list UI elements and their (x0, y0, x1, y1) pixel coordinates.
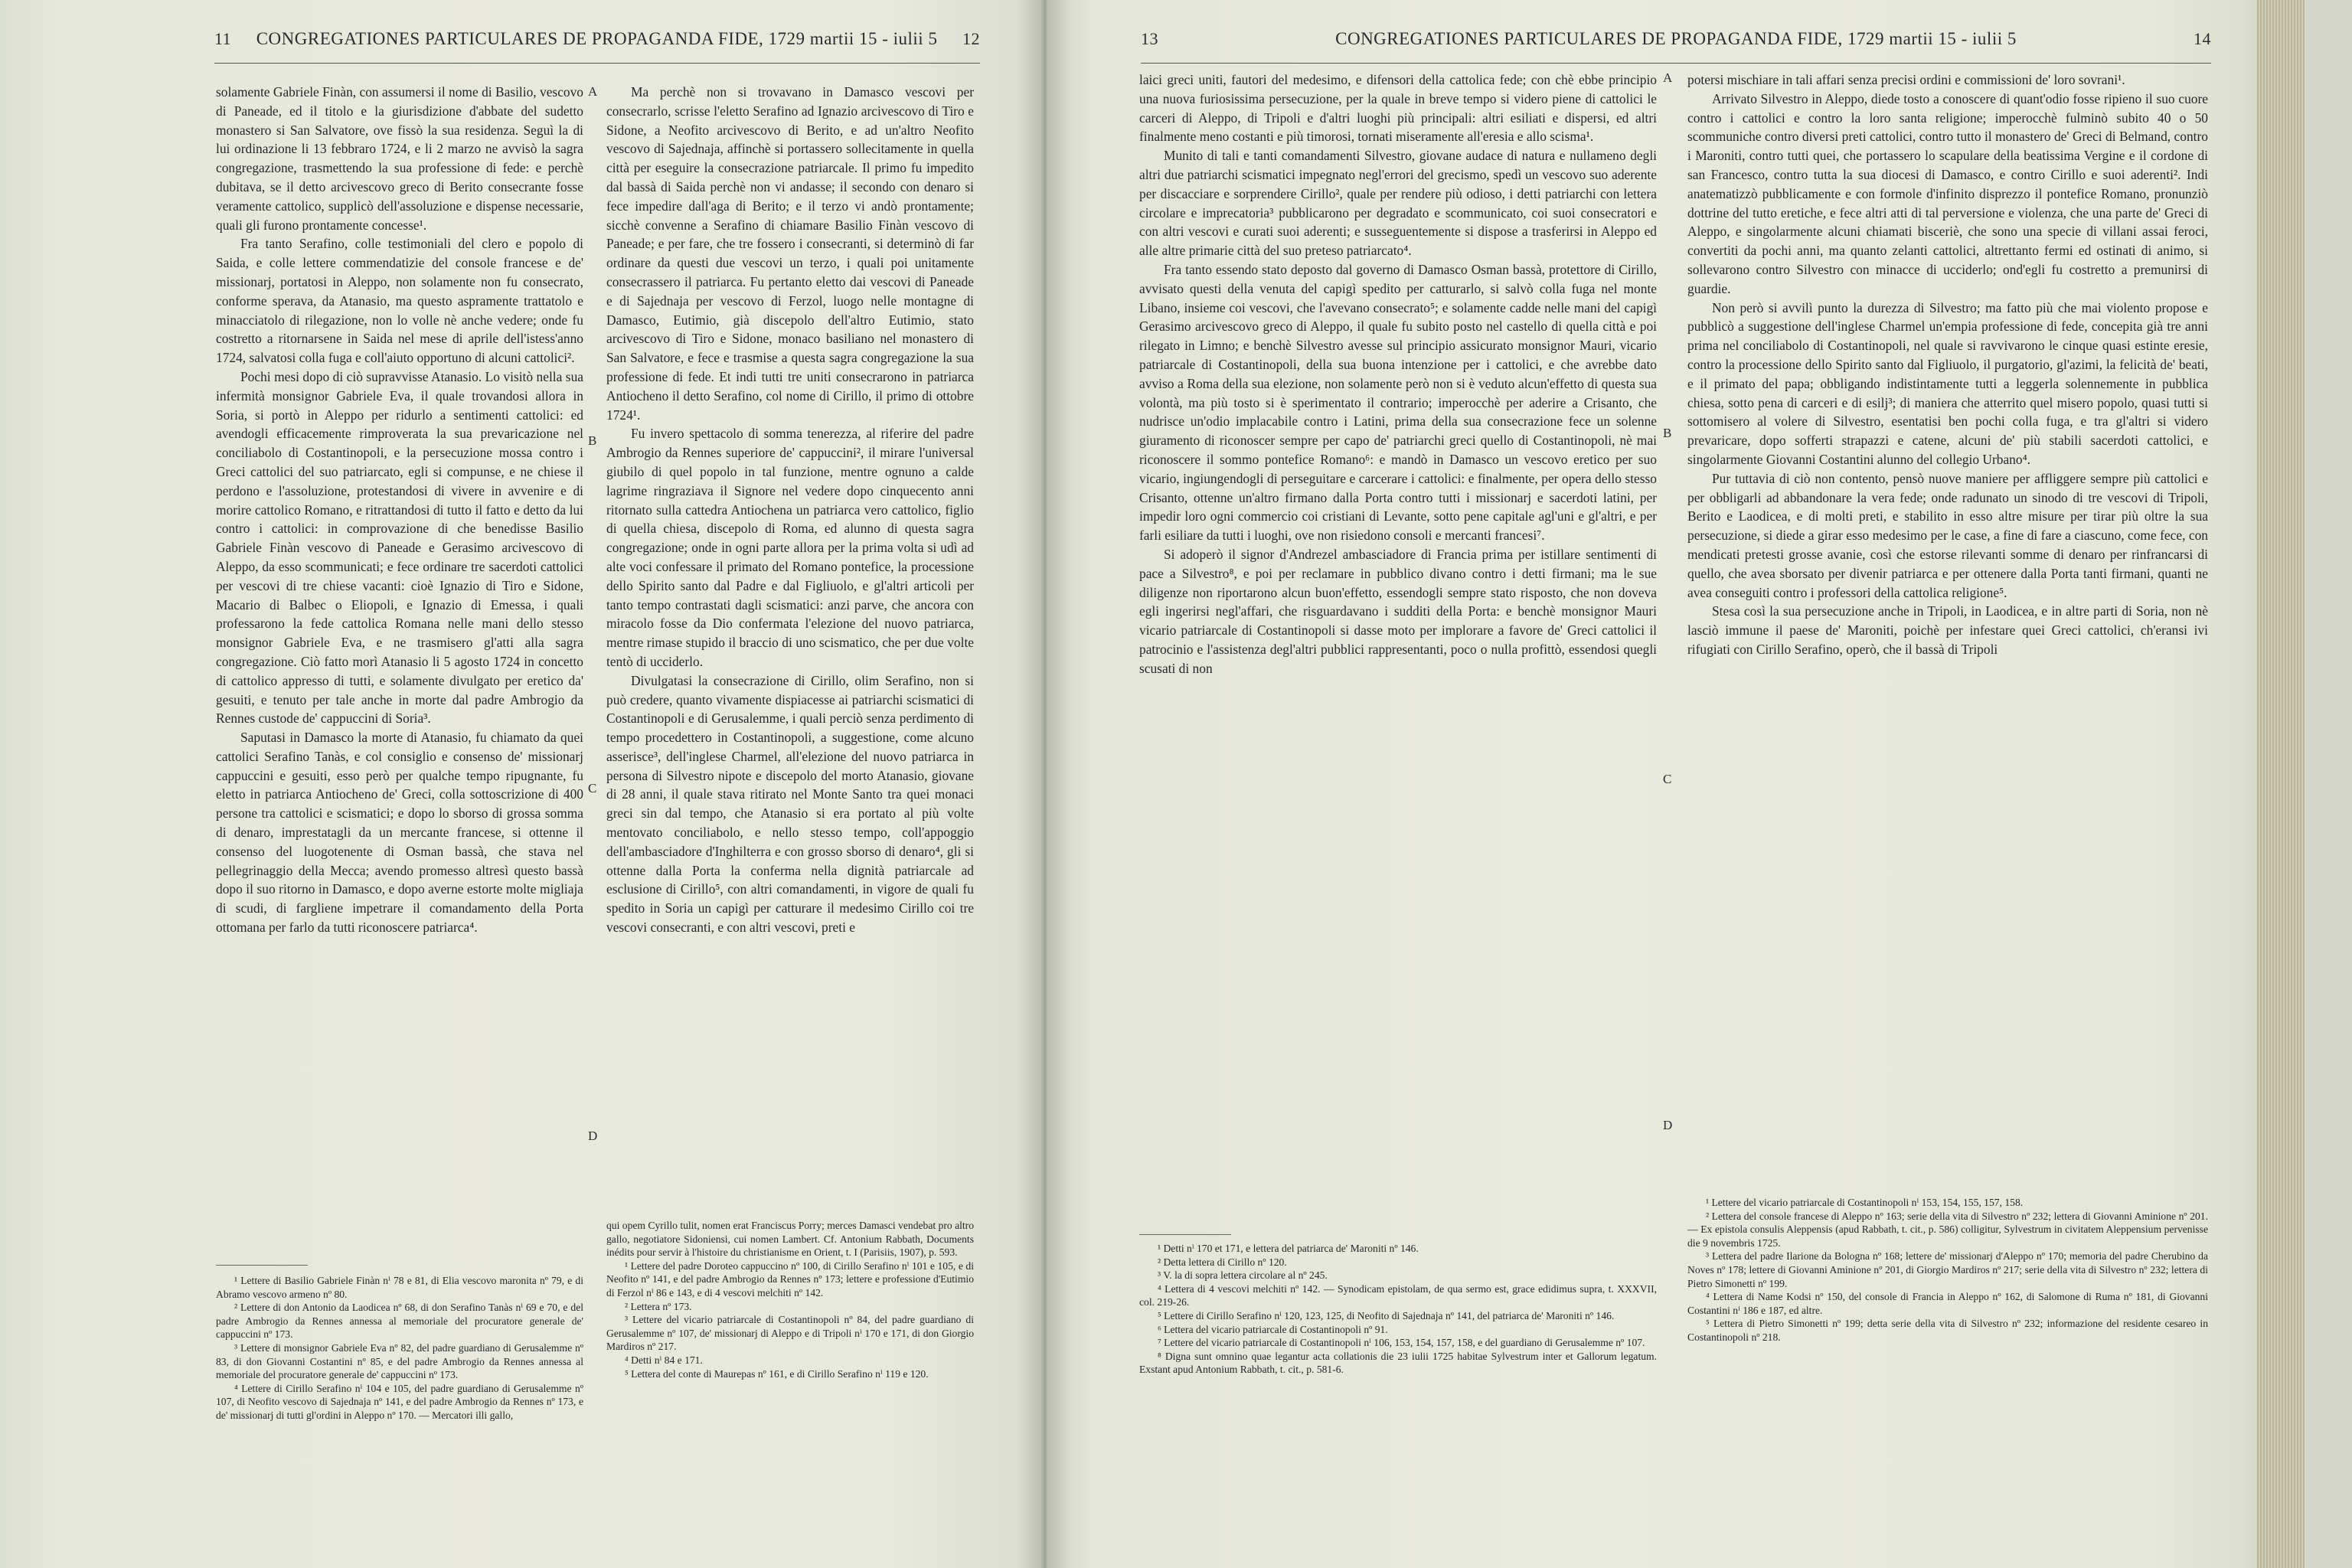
right-footnote-rule (1139, 1234, 1231, 1235)
margin-letter-a: A (1663, 70, 1673, 85)
paragraph: Stesa così la sua persecuzione anche in Tripoli, in Laodicea, e in altre parti di Soria, non nè lasciò immune il paese de' Maroniti, poichè per infestare quei Greci cattolici, ch'eransi ivi rifugiati con Cirillo Serafino, operò, che il bassà di Tripoli (1687, 603, 2208, 657)
footnote: ¹ Lettere del vicario patriarcale di Costantinopoli nⁱ 153, 154, 155, 157, 158. (1706, 1197, 2024, 1208)
footnote: ³ V. la di sopra lettera circolare al nº 245. (1158, 1269, 1328, 1282)
right-column-2 (1687, 70, 2208, 659)
left-footnote-rule (216, 1265, 308, 1266)
paragraph: Saputasi in Damasco la morte di Atanasio, fu chiamato da quei cattolici Serafino Tanàs, e col consiglio e consenso de' missionarj cappuccini e gesuiti, esso però per qualche tempo ripugnante, fu eletto in patriarca Antiocheno de' Greci, colla sottoscrizione di 400 persone tra cattolici e scismatici; e dopo lo sborso di grossa somma di denaro, imprestatagli da un mercante francese, si ottenne il consenso del luogotenente di Osman bassà, che stava nel pellegrinaggio della Mecca; avendo promesso altresì questo bassà dopo il suo ritorno in Damasco, e dopo averne estorte molte migliaja di scudi, di fargliene impetrare il comandamento della Porta ottomana per farlo da tutti riconoscere patriarca⁴. (216, 730, 583, 936)
margin-letter-d: D (1663, 1118, 1673, 1132)
footnote: ² Lettere di don Antonio da Laodicea nº 68, di don Serafino Tanàs nⁱ 69 e 70, e del padre Ambrogio da Rennes annessa al memoriale del procuratore generale de' cappuccini nº 173. (216, 1302, 583, 1341)
footnote: ⁴ Lettere di Cirillo Serafino nⁱ 104 e 105, del padre guardiano di Gerusalemme nº 107, di Neofito vescovo di Sajednaja nº 141, e del padre Ambrogio da Rennes nº 173, e de' missionarj di tutti gl'ordini in Aleppo nº 170. — Mercatori illi gallo, (216, 1382, 583, 1421)
paragraph: Munito di tali e tanti comandamenti Silvestro, giovane audace di natura e nullameno degli altri due patriarchi scismatici impegnato negl'errori del grecismo, spedì un vescovo suo aderente per discacciare e sorprendere Cirillo², quale per rendere più odioso, i detti patriarchi con lettera circolare e imprecatoria³ pubblicarono per degradato e scommunicato, coi suoi consecratori e con altri vescovi e curati suoi aderenti; e susseguentemente si dispose a trasferirsi in Aleppo ed alle altre primarie città del suo preteso patriarcato⁴. (1139, 148, 1657, 259)
right-footnotes-1 (1139, 1242, 1657, 1377)
footnote: ⁷ Lettere del vicario patriarcale di Costantinopoli nⁱ 106, 153, 154, 157, 158, e del guardiano di Gerusalemme nº 107. (1158, 1337, 1645, 1349)
paragraph: laici greci uniti, fautori del medesimo, e difensori della cattolica fede; con chè ebbe principio una nuova furiosissima persecuzione, per la quale in breve tempo si videro piene di cattolici le carceri di Aleppo, di Tripoli e d'altri luoghi più principali: altri esiliati e dispersi, ed altri finalmente meno costanti e più timorosi, tornati miseramente all'eresia e allo scisma¹. (1139, 72, 1657, 145)
left-page (0, 0, 1041, 1568)
right-page (1041, 0, 2305, 1568)
paragraph: Pochi mesi dopo di ciò supravvisse Atanasio. Lo visitò nella sua infermità monsignor Gabriele Eva, il quale trovandosi allora in Soria, si portò in Aleppo per ridurlo a sentimenti cattolici: ed avendogli efficacemente rimproverata la sua prevaricazione nel conciliabolo di Costantinopoli, e la persecuzione mossa contro i Greci cattolici del suo patriarcato, egli si compunse, e ne chiese il perdono e l'assoluzione, protestandosi di vivere in avvenire e di morire cattolico Romano, e ritrattandosi di tutto il fatto e detto da lui contro i cattolici: in comprovazione di che benedisse Basilio Gabriele Finàn vescovo di Paneade e Gerasimo arcivescovo di Aleppo, da esso scommunicati; e fece ordinare tre sacerdoti cattolici per vescovi di tre chiese vacanti: cioè Ignazio di Tiro e Sidone, Macario di Balbec o Eliopoli, e Ignazio di Emessa, i quali professarono la fede cattolica Romana nelle mani dello stesso monsignor Gabriele Eva, e ne trasmisero gl'atti alla sagra congregazione. Ciò fatto morì Atanasio li 5 agosto 1724 in concetto di cattolico appresso di tutti, e solamente divulgato per eretico da' gesuiti, e tenuto per tale anche in morte dal padre Ambrogio da Rennes custode de' cappuccini di Soria³. (216, 368, 583, 727)
right-running-title: CONGREGATIONES PARTICULARES DE PROPAGANDA FIDE, 1729 martii 15 - iulii 5 (1335, 29, 2017, 48)
left-footnotes-1 (216, 1274, 583, 1423)
paragraph: Si adoperò il signor d'Andrezel ambasciadore di Francia prima per istillare sentimenti di pace a Silvestro⁸, e poi per reclamare in pubblico divano contro i detti firmani; ma le sue diligenze non riportarono alcun buon'effetto, essendogli sempre stato risposto, che non doveva egli ingerirsi negl'affari, che risguardavano i sudditi della Porta: e benchè monsignor Mauri vicario patriarcale di Costantinopoli si dasse moto per implorare a favore de' Greci cattolici il patrocinio e l'assistenza degl'altri pubblici rappresentanti, poco o nulla profittò, essendosi quegli scusati di non (1139, 546, 1657, 676)
right-running-header (1141, 29, 2211, 60)
footnote: qui opem Cyrillo tulit, nomen erat Franciscus Porry; merces Damasci vendebat pro altro gallo, negotiatore Sidoniensi, cui nomen Lambert. Cf. Antonium Rabbath, Documents inédits pour servir à l'histoire du christianisme en Orient, t. I (Parisiis, 1907), p. 593. (606, 1220, 974, 1259)
footnote: ⁴ Detti nⁱ 84 e 171. (625, 1354, 703, 1366)
paragraph: Fu invero spettacolo di somma tenerezza, al riferire del padre Ambrogio da Rennes superiore de' cappuccini², il mirare l'universal giubilo di quel popolo in tal funzione, mentre ognuno a calde lagrime ringraziava il Signore nel vedere dopo cinquecento anni ritornato sulla cattedra Antiochena un patriarca vero cattolico, figlio di quella chiesa, discepolo di Roma, ed alunno di questa sagra congregazione; onde in ogni parte allora per la prima volta si udì ad alte voci confessare il primato del Romano pontefice, la processione dello Spirito santo dal Padre e dal Figliuolo, e gl'altri articoli per tanto tempo contrastati dagli scismatici: anzi parve, che ancora con miracolo fosse da Dio confermata l'elezione del nuovo patriarca, mentre rimase stupido il braccio di uno scismatico, che per due volte tentò di ucciderlo. (606, 426, 974, 669)
footnote: ⁶ Lettera del vicario patriarcale di Costantinopoli nº 91. (1158, 1323, 1388, 1335)
left-page-number-a: 11 (214, 29, 232, 48)
book-gutter (1018, 0, 1072, 1568)
left-header-rule (214, 63, 980, 64)
footnote: ⁴ Lettera di Name Kodsi nº 150, del console di Francia in Aleppo nº 162, di Salomone di Ruma nº 181, di Giovanni Costantini nⁱ 186 e 187, ed altre. (1687, 1291, 2208, 1316)
margin-letter-b: B (1663, 426, 1672, 440)
footnote: ¹ Lettere del padre Doroteo cappuccino nº 100, di Cirillo Serafino nⁱ 101 e 105, e di Neofito nº 141, e del padre Ambrogio da Rennes nº 173; lettere e professione d'Eutimio di Ferzol nⁱ 86 e 143, e di 4 vescovi melchiti nº 142. (606, 1259, 974, 1298)
footnote: ³ Lettere di monsignor Gabriele Eva nº 82, del padre guardiano di Gerusalemme nº 83, di don Giovanni Costantini nº 85, e del padre Ambrogio da Rennes annessa al memoriale del procuratore generale de' cappuccini nº 173. (216, 1341, 583, 1381)
footnote: ⁵ Lettere di Cirillo Serafino nⁱ 120, 123, 125, di Neofito di Sajednaja nº 141, del patriarca de' Maroniti nº 146. (1158, 1309, 1615, 1321)
margin-letter-d: D (588, 1129, 598, 1143)
left-running-header (214, 29, 980, 60)
footnote: ³ Lettere del vicario patriarcale di Costantinopoli nº 84, del padre guardiano di Gerusalemme nº 107, de' missionarj di Aleppo e di Tripoli nⁱ 170 e 171, di don Giorgio Mardiros nº 217. (606, 1314, 974, 1353)
right-page-number-b: 14 (2193, 29, 2211, 48)
right-footnotes-2 (1687, 1196, 2208, 1344)
footnote: ⁵ Lettera di Pietro Simonetti nº 199; detta serie della vita di Silvestro nº 232; informazione del residente cesareo in Costantinopoli nº 218. (1687, 1318, 2208, 1343)
left-column-2 (606, 83, 974, 937)
paragraph: Arrivato Silvestro in Aleppo, diede tosto a conoscere di quant'odio fosse ripieno il suo cuore contro i cattolici e contro la loro santa religione; imperocchè fulminò subito 40 o 50 scommuniche contro diversi preti cattolici, contro tutto il monastero de' Greci di Belmand, contro i Maroniti, contro tutti quei, che portassero lo scapulare della beatissima Vergine e il cordone di san Francesco, contro tutta la sua diocesi di Damasco, e contro Cirillo e suoi aderenti². Indi anatematizzò pubblicamente e con formole d'infinito disprezzo il pontefice Romano, pronunziò dottrine del tutto eretiche, e fece altri atti di tal perversione e violenza, che una parte de' Greci di Aleppo, e singolarmente alcuni chiamati bisceriè, che sono una specie di villani assai feroci, convertiti da pochi anni, ma quanto zelanti cattolici, altrettanto fermi ed ostinati di animo, si sollevarono contro Silvestro con minacce di ucciderlo; ond'egli fu costretto a premunirsi di guardie. (1687, 90, 2208, 296)
footnote: ¹ Lettere di Basilio Gabriele Finàn nⁱ 78 e 81, di Elia vescovo maronita nº 79, e di Abramo vescovo armeno nº 80. (216, 1275, 583, 1300)
footnote: ² Lettera del console francese di Aleppo nº 163; serie della vita di Silvestro nº 232; lettera di Giovanni Aminione nº 201. — Ex epistola consulis Aleppensis (apud Rabbath, t. cit., p. 586) colligitur, Sylvestrum in civitatem Aleppensium pervenisse die 9 novembris 1725. (1687, 1210, 2208, 1249)
right-page-number-a: 13 (1141, 29, 1158, 48)
footnote: ⁵ Lettera del conte di Maurepas nº 161, e di Cirillo Serafino nⁱ 119 e 120. (625, 1367, 929, 1380)
right-header-rule (1141, 63, 2211, 64)
footnote: ² Detta lettera di Cirillo nº 120. (1158, 1256, 1287, 1268)
margin-letter-c: C (588, 781, 597, 795)
paragraph: Divulgatasi la consecrazione di Cirillo, olim Serafino, non si può credere, quanto vivamente dispiacesse ai patriarchi scismatici di Costantinopoli e di Gerusalemme, i quali perciò senza perdimento di tempo procedettero in Costantinopoli, a suggestione, come alcuno asserisce³, dell'inglese Charmel, all'elezione del nuovo patriarca in persona di Silvestro nipote e discepolo del morto Atanasio, giovane di 28 anni, il quale stava ritirato nel Monte Santo tra quei monaci greci sin dal tempo, che Atanasio si era portato al più volte mentovato conciliabolo, e nello stesso tempo, coll'appoggio dell'ambasciadore d'Inghilterra e con grosso sborso di denaro⁴, gli si ottenne dalla Porta la conferma nella dignità patriarcale ad esclusione di Cirillo⁵, con altri comandamenti, in vigore de quali fu spedito in Soria un capigì per catturare il medesimo Cirillo coi tre vescovi consecranti, e con altri vescovi, preti e (606, 672, 974, 936)
footnote: ² Lettera nº 173. (625, 1300, 692, 1312)
left-column-1 (216, 83, 583, 937)
paragraph: Pur tuttavia di ciò non contento, pensò nuove maniere per affliggere sempre più cattolici e per obbligarli ad abbandonare la vera fede; onde radunato un sinodo di tre vescovi di Tripoli, Berito e Laodicea, e di molti preti, e stabilito in esso altre misure per tirar più oltre la sua persecuzione, si diede a girar esso medesimo per le case, a fine di fare a ciascuno, come fece, con mendicati pretesti grosse avanie, così che estorse rilevanti somme di denaro per rinfrancarsi di quello, che avea sborsato per divenir patriarca e per ottenere dalla Porta tanti firmani, quanti ne avea conseguiti contro i professori della cattolica religione⁵. (1687, 470, 2208, 600)
margin-letter-a: A (588, 84, 598, 99)
footnote: ⁴ Lettera di 4 vescovi melchiti nº 142. — Synodicam epistolam, de qua sermo est, grace edidimus supra, t. XXXVII, col. 219-26. (1139, 1282, 1657, 1308)
paragraph: solamente Gabriele Finàn, con assumersi il nome di Basilio, vescovo di Paneade, ed il titolo e la giurisdizione d'abbate del sudetto monastero si San Salvatore, ove fissò la sua residenza. Seguì la di lui ordinazione li 13 febbraro 1724, e li 2 marzo ne avvisò la sagra congregazione, trasmettendo la sua professione di fede: e perchè dubitava, se il detto arcivescovo greco di Berito consecrante fosse veramente cattolico, supplicò dell'assoluzione e dispense necessarie, quali gli furono prontamente concesse¹. (216, 84, 583, 233)
margin-letter-b: B (588, 433, 597, 448)
footnote: ³ Lettera del padre Ilarione da Bologna nº 168; lettere de' missionarj d'Aleppo nº 170; memoria del padre Cherubino da Noves nº 178; lettere di Giovanni Aminione nº 201, di Giorgio Mardiros nº 217; serie della vita di Silvestro nº 232; lettera di Pietro Simonetti nº 199. (1687, 1250, 2208, 1289)
margin-letter-c: C (1663, 772, 1672, 786)
paragraph: Non però si avvilì punto la durezza di Silvestro; ma fatto più che mai violento propose e pubblicò a suggestione dell'inglese Charmel un'empia professione di fede, concepita già tre anni prima nel conciliabolo di Costantinopoli, nel quale si ravvivarono le cinque quasi estinte eresie, contro la processione dello Spirito santo dal Figliuolo, il purgatorio, gl'azimi, la felicità de' beati, e il primato del papa; obbligando indistintamente tutti a leggerla solennemente in pubblica chiesa, sotto pena di carceri e di esilj³; di maniera che atterrito quel misero popolo, quasi tutti si sottomisero al volere di Silvestro, esentatisi ben pochi colla fuga, e tra gl'altri si videro prevaricare, dopo sofferti strapazzi e catene, alcuni de' più stabili sacerdoti cattolici, e singolarmente Giovanni Costantini alunno del collegio Urbano⁴. (1687, 299, 2208, 467)
page-edge-stack (2257, 0, 2305, 1568)
footnote: ⁸ Digna sunt omnino quae legantur acta collationis die 23 iulii 1725 habitae Sylvestrum inter et Gallorum legatum. Exstant apud Antonium Rabbath, t. cit., p. 581-6. (1139, 1350, 1657, 1376)
left-running-title: CONGREGATIONES PARTICULARES DE PROPAGANDA FIDE, 1729 martii 15 - iulii 5 (256, 29, 938, 48)
paragraph: Fra tanto Serafino, colle testimoniali del clero e popolo di Saida, e colle lettere commendatizie del console francese e de' missionarj, portatosi in Aleppo, non solamente non fu consecrato, conforme sperava, da Atanasio, ma questo aspramente trattatolo e minacciatolo di rilegazione, non lo volle nè anche vedere; onde fu costretto a ritornarsene in Saida nel mese di aprile dell'istess'anno 1724, salvatosi colla fuga e coll'aiuto opportuno di alcuni cattolici². (216, 236, 583, 366)
paragraph: Ma perchè non si trovavano in Damasco vescovi per consecrarlo, scrisse l'eletto Serafino ad Ignazio arcivescovo di Tiro e Sidone, a Neofito arcivescovo di Berito, e ad un'altro Neofito vescovo di Sajednaja, affinchè si portassero sollecitamente in quella città per eseguire la consecrazione patriarcale. Il primo fu impedito dal bassà di Saida perchè non vi andasse; il secondo con denaro si fece impedire dall'aga di Berito; e il terzo vi andò prontamente; sicchè convenne a Serafino di chiamare Basilio Finàn vescovo di Paneade; e per fare, che tre fossero i consecranti, si determinò di far ordinare da questi due vescovi un terzo, i quali poi unitamente consecrassero il patriarca. Fu pertanto eletto dai vescovi di Paneade e di Sajednaja per vescovo di Ferzol, luogo nelle montagne di Damasco, Eutimio, già discepolo dell'altro Eutimio, stato arcivescovo di Tiro e Sidone, monaco basiliano nel monastero di San Salvatore, e fece e trasmise a questa sagra congregazione la sua professione di fede. Et indi tutti tre uniti consecrarono in patriarca Antiocheno il detto Serafino, col nome di Cirillo, il primo di ottobre 1724¹. (606, 84, 974, 423)
left-footnotes-2 (606, 1219, 974, 1380)
left-page-number-b: 12 (962, 29, 980, 48)
right-column-1 (1139, 70, 1657, 678)
paragraph: potersi mischiare in tali affari senza precisi ordini e commissioni de' loro sovrani¹. (1687, 72, 2125, 87)
paragraph: Fra tanto essendo stato deposto dal governo di Damasco Osman bassà, protettore di Cirillo, avvisato questi della venuta del capigì spedito per catturarlo, si salvò colla fuga nel monte Libano, insieme coi vescovi, che l'avevano consecrato⁵; e solamente cadde nelle mani del capigì Gerasimo arcivescovo greco di Aleppo, il quale fu subito posto nel castello di quella città e poi rilegato in Limno; e benchè Silvestro avesse sul principio assicurato monsignor Mauri, vicario patriarcale di Costantinopoli, della sua buona intenzione per i cattolici, e che avrebbe dato avviso a Roma della sua elezione, non solamente però non si è veduto alcun'effetto di questa sua volontà, ma più tosto si è sperimentato il contrario; imperocchè per aderire a Crisanto, che nudrisce un'odio implacabile contro i Latini, prima della sua consecrazione fece un solenne giuramento di riconoscer sempre per capo de' patriarchi greci quello di Costantinopoli, nè mai riconoscere il sommo pontefice Romano⁶: e mandò in Damasco un vescovo eretico per suo vicario, ingiungendogli di perseguitare e carcerare i cattolici: e finalmente, per opera dello stesso Crisanto, ottenne un'altro firmano dalla Porta contro tutti i missionarj e sacerdoti latini, per impedir loro ogni commercio coi cristiani di Levante, sotto pene capitale agl'uni e gl'altri, e per farli esiliare da tutti i luoghi, ove non risiedono consoli e mercanti francesi⁷. (1139, 261, 1657, 544)
footnote: ¹ Detti nⁱ 170 et 171, e lettera del patriarca de' Maroniti nº 146. (1158, 1243, 1419, 1254)
